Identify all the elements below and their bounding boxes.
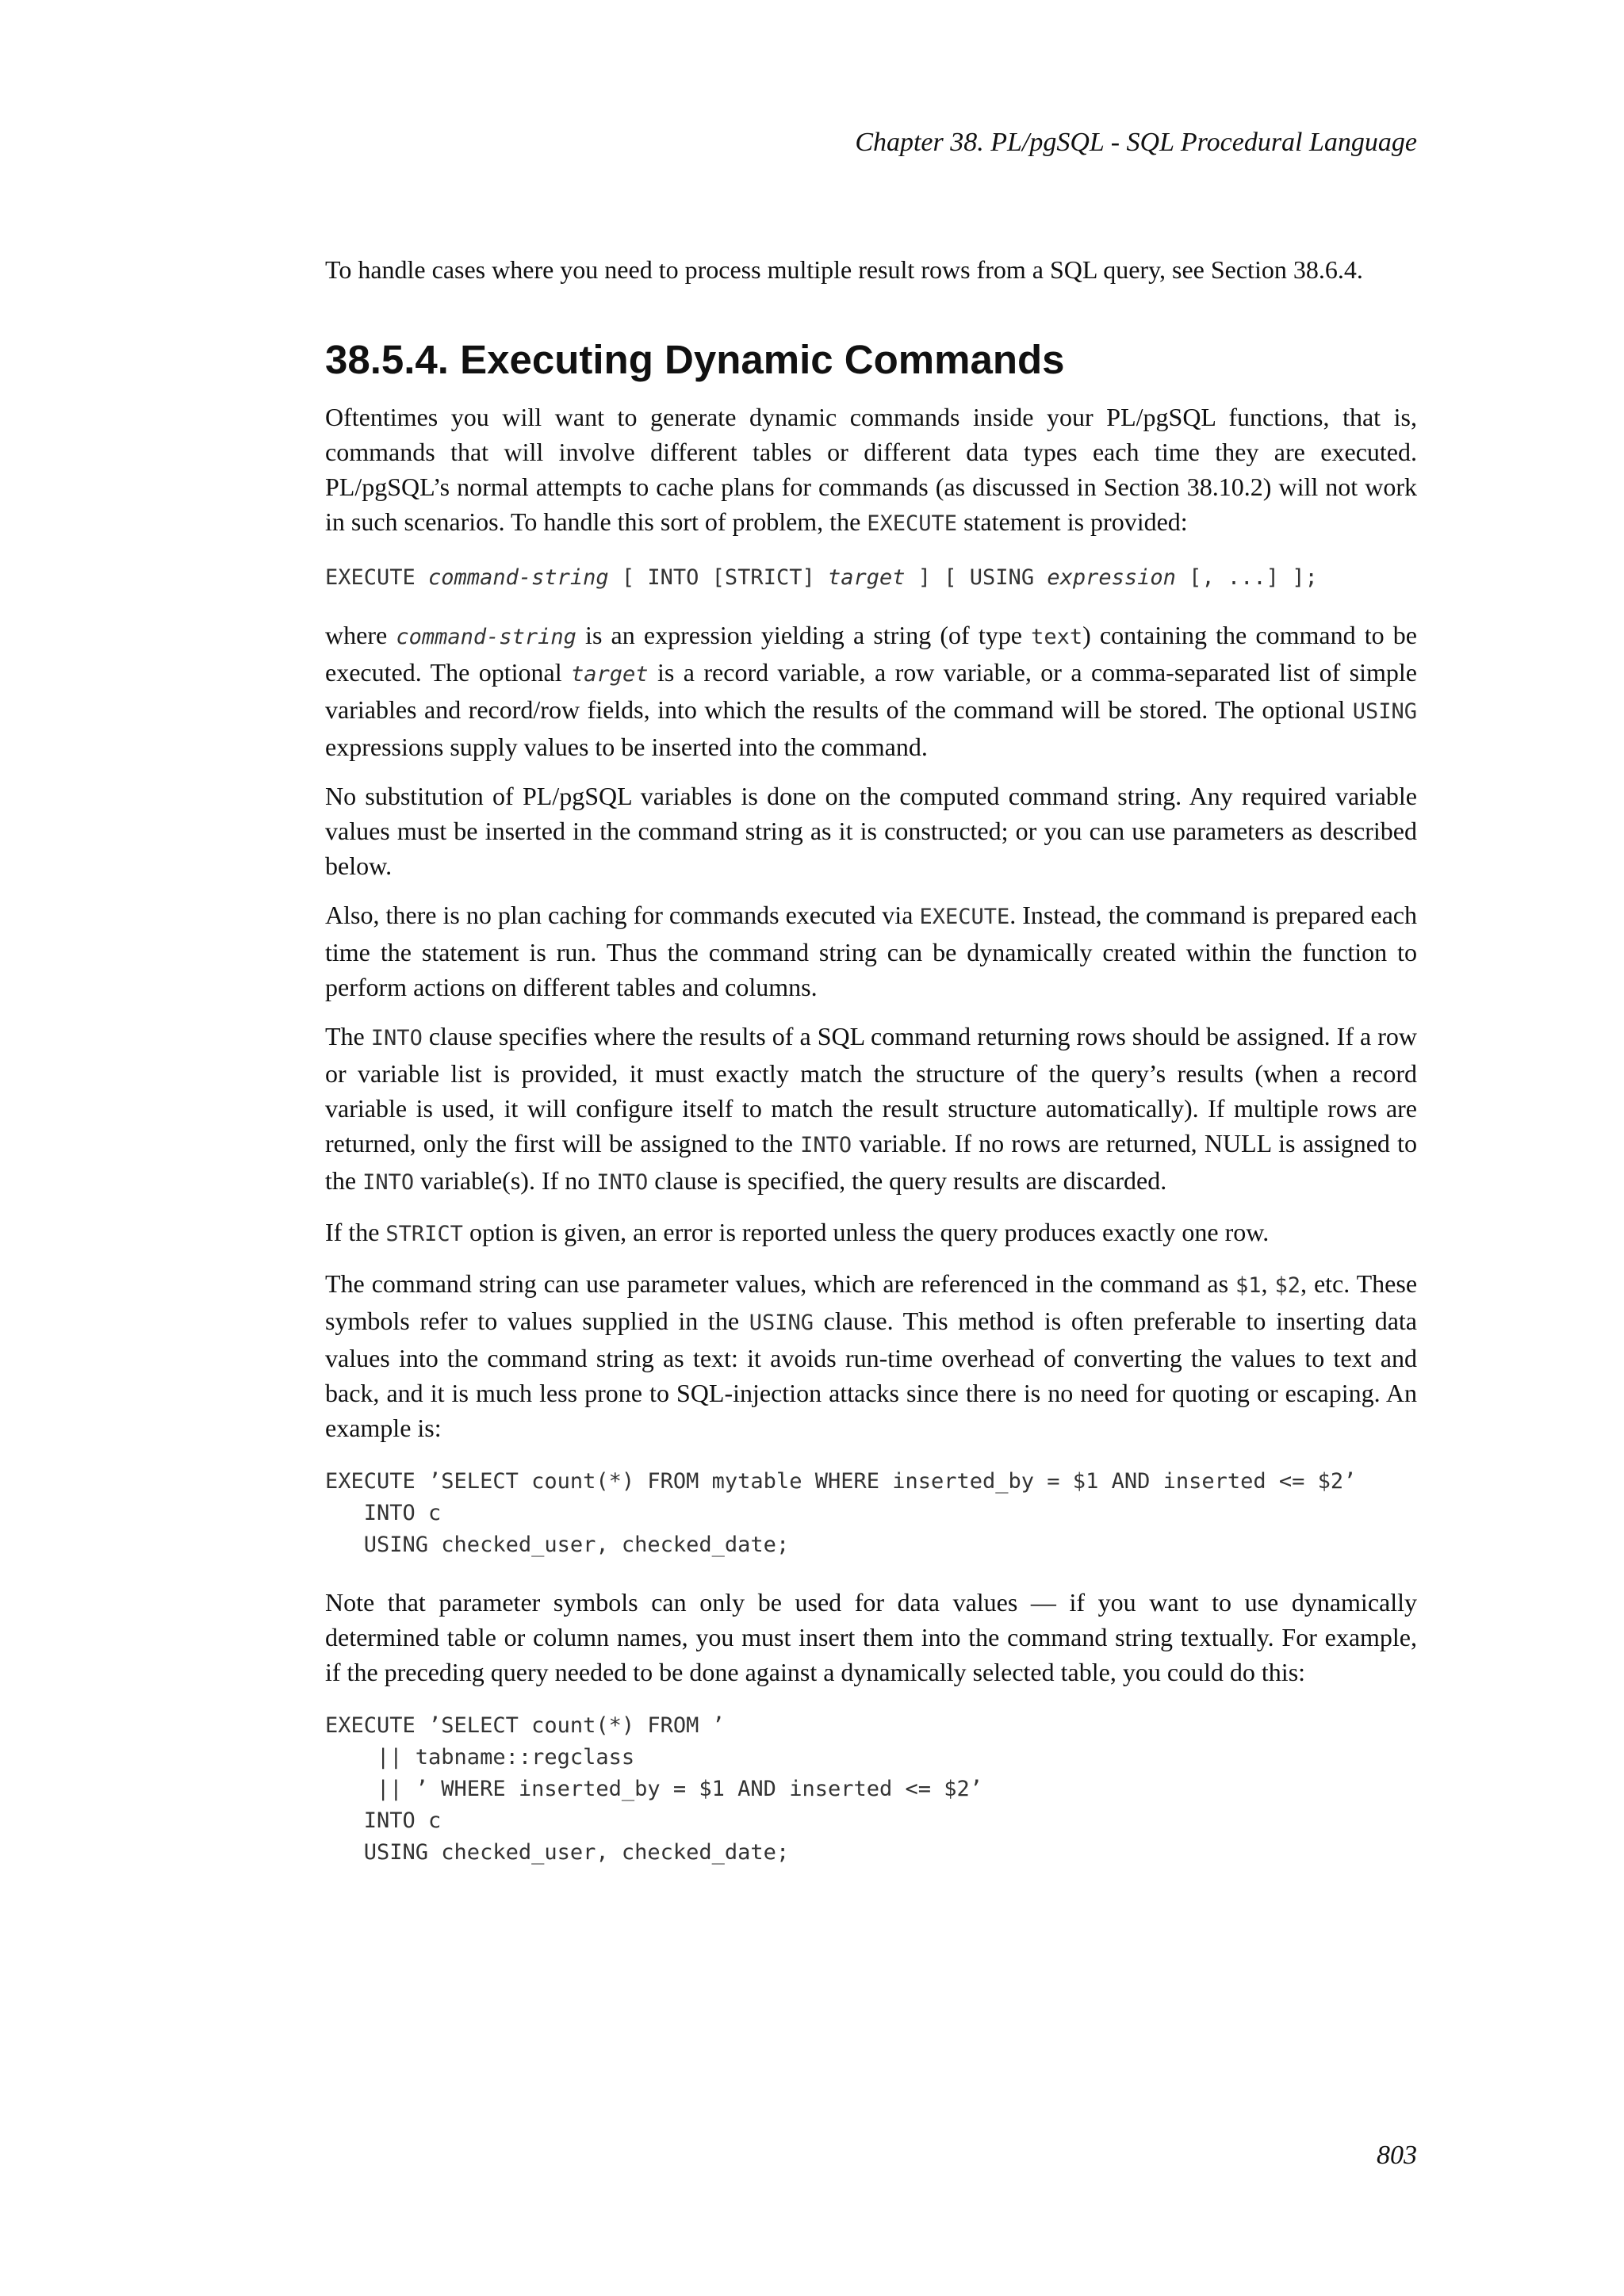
- inline-code: EXECUTE: [867, 511, 958, 536]
- text-run: ,: [1261, 1269, 1275, 1298]
- synopsis-keyword: EXECUTE: [325, 565, 429, 590]
- synopsis-param: expression: [1047, 565, 1176, 590]
- page-number: 803: [1377, 2141, 1417, 2170]
- text-run: Also, there is no plan caching for commands executed via: [325, 901, 920, 929]
- text-run: variable(s). If no: [414, 1166, 597, 1195]
- inline-code: text: [1031, 625, 1083, 649]
- inline-code: $2: [1274, 1273, 1300, 1298]
- inline-code: target: [571, 662, 649, 687]
- synopsis-block: [325, 562, 1417, 594]
- text-run: If the: [325, 1218, 386, 1246]
- text-run: variable. If no rows are returned, NULL is assigned to the: [325, 1129, 1418, 1195]
- text-run: . Instead, the command is prepared each time the statement is run. Thus the command string can be dynamically created within the function to perform actions on different tables and columns.: [325, 901, 1418, 1001]
- text-run: clause specifies where the results of a SQL command returning rows should be assigned. If a row or variable list is provided, it must exactly match the structure of the query’s results (when a record variable is used, it will configure itself to match the result structure automatically). If multiple rows are returned, only the first will be assigned to the: [325, 1022, 1418, 1158]
- paragraph-plan-caching: [325, 897, 1417, 1004]
- running-header: Chapter 38. PL/pgSQL - SQL Procedural Language: [855, 128, 1417, 157]
- code-example-dynamic-table: EXECUTE ’SELECT count(*) FROM ’ || tabname::regclass || ’ WHERE inserted_by = $1 AND inserted <= $2’ INTO c USING checked_user, checked_date;: [325, 1713, 983, 1865]
- inline-code: INTO: [370, 1026, 423, 1050]
- text-run: option is given, an error is reported unless the query produces exactly one row.: [462, 1218, 1270, 1246]
- inline-code: USING: [749, 1311, 814, 1335]
- code-example-parameters: EXECUTE ’SELECT count(*) FROM mytable WHERE inserted_by = $1 AND inserted <= $2’ INTO c USING checked_user, checked_date;: [325, 1469, 1357, 1557]
- text-run: expressions supply values to be inserted into the command.: [325, 733, 928, 761]
- paragraph-intro: [325, 400, 1417, 541]
- inline-code: EXECUTE: [919, 905, 1010, 929]
- section-heading: 38.5.4. Executing Dynamic Commands: [325, 337, 1065, 382]
- paragraph-substitution: No substitution of PL/pgSQL variables is done on the computed command string. Any required variable values must be inserted in the command string as it is constructed; or you can use parameters as described below.: [325, 782, 1417, 880]
- text-run: clause is specified, the query results are discarded.: [648, 1166, 1167, 1195]
- synopsis-param: command-string: [428, 565, 609, 590]
- inline-code: command-string: [396, 625, 576, 649]
- inline-code: $1: [1235, 1273, 1262, 1298]
- text-run: statement is provided:: [957, 507, 1188, 536]
- paragraph-note: Note that parameter symbols can only be used for data values — if you want to use dynamically determined table or column names, you must insert them into the command string textually. For example, if the preceding query needed to be done against a dynamically selected table, you could do this:: [325, 1588, 1417, 1686]
- paragraph-strict: [325, 1215, 1417, 1252]
- inline-code: INTO: [362, 1170, 415, 1195]
- text-run: ) containing the command to be executed. The optional: [325, 621, 1418, 687]
- text-run: , etc. These symbols refer to values supplied in the: [325, 1269, 1418, 1335]
- text-run: Oftentimes you will want to generate dynamic commands inside your PL/pgSQL functions, that is, commands that will involve different tables or different data types each time they are executed. PL/pgSQL’s normal attempts to cache plans for commands (as discussed in Section 38.10.2) will not work in such scenarios. To handle this sort of problem, the: [325, 403, 1417, 536]
- text-run: The: [325, 1022, 371, 1050]
- inline-code: STRICT: [385, 1222, 463, 1246]
- paragraph-command-string: [325, 618, 1417, 764]
- text-run: where: [325, 621, 396, 649]
- inline-code: INTO: [800, 1133, 852, 1158]
- synopsis-text: [ INTO [STRICT]: [608, 565, 828, 590]
- lead-paragraph: To handle cases where you need to process multiple result rows from a SQL query, see Section 38.6.4.: [325, 255, 1363, 284]
- inline-code: INTO: [596, 1170, 649, 1195]
- synopsis-param: target: [827, 565, 906, 590]
- paragraph-parameters: [325, 1266, 1417, 1445]
- synopsis-text: ] [ USING: [905, 565, 1048, 590]
- text-run: clause. This method is often preferable to inserting data values into the command string as text: it avoids run-time overhead of converting the values to text and back, and it is much less prone to SQL-injection attacks since there is no need for quoting or escaping. An example is:: [325, 1307, 1418, 1442]
- text-run: is an expression yielding a string (of type: [576, 621, 1032, 649]
- paragraph-into-clause: [325, 1019, 1417, 1200]
- text-run: The command string can use parameter values, which are referenced in the command as: [325, 1269, 1235, 1298]
- synopsis-text: [, ...] ];: [1175, 565, 1318, 590]
- text-run: is a record variable, a row variable, or a comma-separated list of simple variables and record/row fields, into which the results of the command will be stored. The optional: [325, 658, 1417, 724]
- page-content: [325, 252, 1417, 1892]
- inline-code: USING: [1352, 699, 1417, 724]
